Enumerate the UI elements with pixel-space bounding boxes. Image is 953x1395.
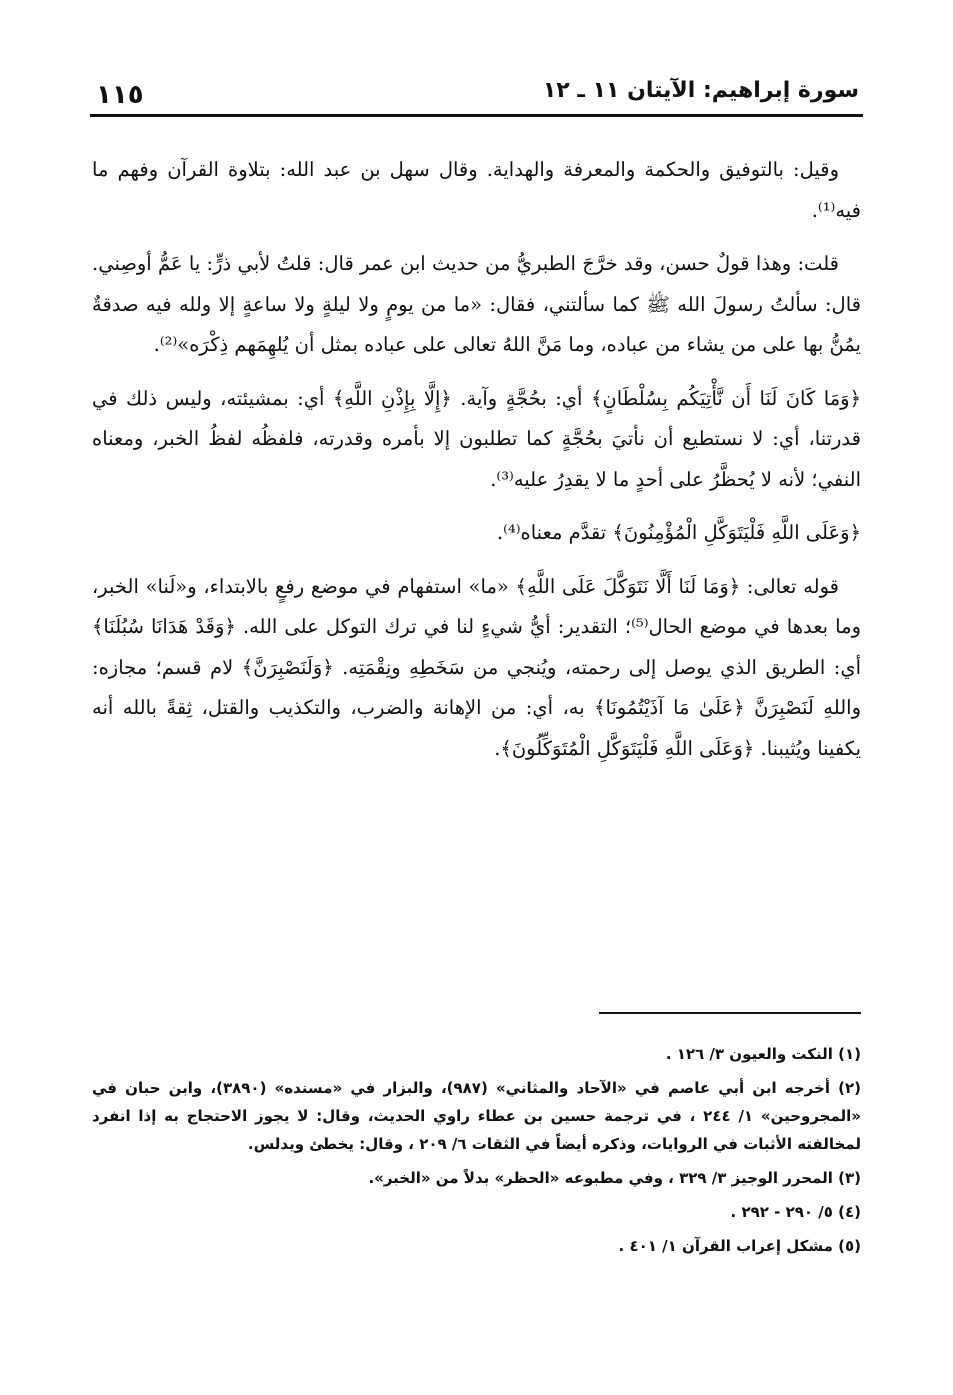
running-title: سورة إبراهيم: الآيتان ١١ ـ ١٢ — [542, 78, 859, 103]
footnotes — [92, 1040, 861, 1266]
footnote: (١) النكت والعيون ٣/ ١٢٦ . — [665, 1045, 861, 1063]
footnote: (٢) أخرجه ابن أبي عاصم في «الآحاد والمثاني» (٩٨٧)، والبزار في «مسنده» (٣٨٩٠)، وابن حبان في «المجروحين» ١/ ٢٤٤ ، في ترجمة حسين بن عطاء راوي الحديث، وقال: لا يجوز الاحتجاج به إذا انفرد لمخالفته الأثبات في الروايات، وذكره أيضاً في الثقات ٦/ ٢٠٩ ، وقال: يخطئ ويدلس. — [92, 1079, 861, 1153]
paragraph: ﴿وَعَلَى اللَّهِ فَلْيَتَوَكَّلِ الْمُؤْمِنُونَ﴾ تقدَّم معناه⁽⁴⁾. — [496, 521, 861, 544]
paragraph: قوله تعالى: ﴿وَمَا لَنَا أَلَّا نَتَوَكَّلَ عَلَى اللَّهِ﴾ «ما» استفهام في موضع رفعٍ بالابتداء، و«لَنا» الخبر، وما بعدها في موضع الحال⁽⁵⁾؛ التقدير: أيُّ شيءٍ لنا في ترك التوكل على الله. ﴿وَقَدْ هَدَانَا سُبُلَنَا﴾ أي: الطريق الذي يوصل إلى رحمته، ويُنجي من سَخَطِهِ ونِقْمَتِه. ﴿وَلَنَصْبِرَنَّ﴾ لام قسم؛ مجازه: واللهِ لَنَصْبِرَنَّ ﴿عَلَىٰ مَا آذَيْتُمُونَا﴾ به، أي: من الإهانة والضرب، والتكذيب والقتل، ثِقةً بالله أنه يكفينا ويُثيبنا. ﴿وَعَلَى اللَّهِ فَلْيَتَوَكَّلِ الْمُتَوَكِّلُونَ﴾. — [92, 574, 861, 760]
footnote: (٥) مشكل إعراب القرآن ١/ ٤٠١ . — [618, 1237, 861, 1255]
paragraph: وقيل: بالتوفيق والحكمة والمعرفة والهداية. وقال سهل بن عبد الله: بتلاوة القرآن وفهم ما فيه⁽¹⁾. — [92, 158, 861, 222]
paragraph: قلت: وهذا قولٌ حسن، وقد خرَّجَ الطبريُّ من حديث ابن عمر قال: قلتُ لأبي ذرٍّ: يا عَمُّ أوصِني. قال: سألتُ رسولَ الله ﷺ كما سألتني، فقال: «ما من يومٍ ولا ليلةٍ ولا ساعةٍ إلا ولله فيه صدقةٌ يمُنُّ بها على من يشاء من عباده، وما مَنَّ اللهُ تعالى على عباده بمثل أن يُلهِمَهم ذِكْرَه»⁽²⁾. — [92, 252, 861, 356]
main-text — [92, 150, 861, 782]
footnote-divider — [599, 1012, 861, 1014]
footnote: (٤) ٥/ ٢٩٠ - ٢٩٢ . — [730, 1203, 861, 1221]
paragraph: ﴿وَمَا كَانَ لَنَا أَن نَّأْتِيَكُم بِسُلْطَانٍ﴾ أي: بحُجَّةٍ وآية. ﴿إِلَّا بِإِذْنِ اللَّهِ﴾ أي: بمشيئته، وليس ذلك في قدرتنا، أي: لا نستطيع أن نأتيَ بحُجَّةٍ كما تطلبون إلا بأمره وقدرته، فلفظُه لفظُ الخبر، ومعناه النفي؛ لأنه لا يُحظَّرُ على أحدٍ ما لا يقدِرُ عليه⁽³⁾. — [92, 386, 861, 491]
page-header — [90, 72, 863, 112]
header-divider — [90, 114, 863, 117]
page-number: ١١٥ — [96, 80, 144, 110]
footnote: (٣) المحرر الوجيز ٣/ ٣٢٩ ، وفي مطبوعه «الحظر» بدلاً من «الخبر». — [368, 1169, 861, 1187]
